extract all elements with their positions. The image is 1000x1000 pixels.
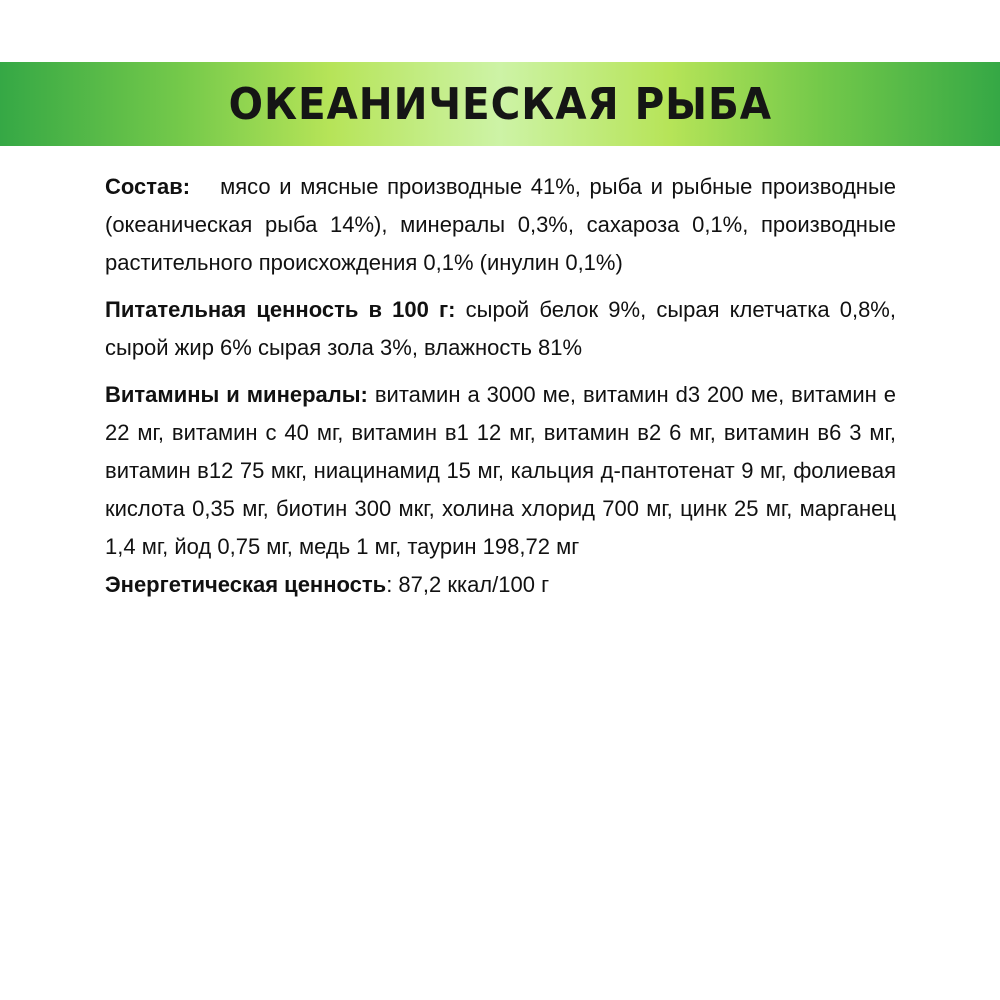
energy-text: : 87,2 ккал/100 г [386, 572, 550, 597]
vitamins-text: витамин а 3000 ме, витамин d3 200 ме, витамин е 22 мг, витамин с 40 мг, витамин в1 12 мг, витамин в2 6 мг, витамин в6 3 мг, витамин в12 75 мкг, ниацинамид 15 мг, кальция д-пантотенат 9 мг, фолиевая кислота 0,35 мг, биотин 300 мкг, холина хлорид 700 мг, цинк 25 мг, марганец 1,4 мг, йод 0,75 мг, медь 1 мг, таурин 198,72 мг [105, 382, 896, 559]
title-banner [0, 62, 1000, 146]
composition-label: Состав: [105, 174, 191, 199]
composition-text: мясо и мясные производные 41%, рыба и рыбные производные (океаническая рыба 14%), минералы 0,3%, сахароза 0,1%, производные растительного происхождения 0,1% (инулин 0,1%) [105, 174, 896, 275]
nutrition-paragraph [105, 291, 896, 367]
page-title: ОКЕАНИЧЕСКАЯ РЫБА [228, 78, 772, 130]
energy-label: Энергетическая ценность [105, 572, 387, 597]
nutrition-label: Питательная ценность в 100 г: [105, 297, 456, 322]
composition-paragraph [105, 168, 896, 282]
vitamins-label: Витамины и минералы: [105, 382, 368, 407]
product-info [105, 168, 896, 604]
vitamins-paragraph [105, 376, 896, 566]
nutrition-text: сырой белок 9%, сырая клетчатка 0,8%, сырой жир 6% сырая зола 3%, влажность 81% [105, 297, 896, 360]
energy-paragraph [105, 566, 896, 604]
